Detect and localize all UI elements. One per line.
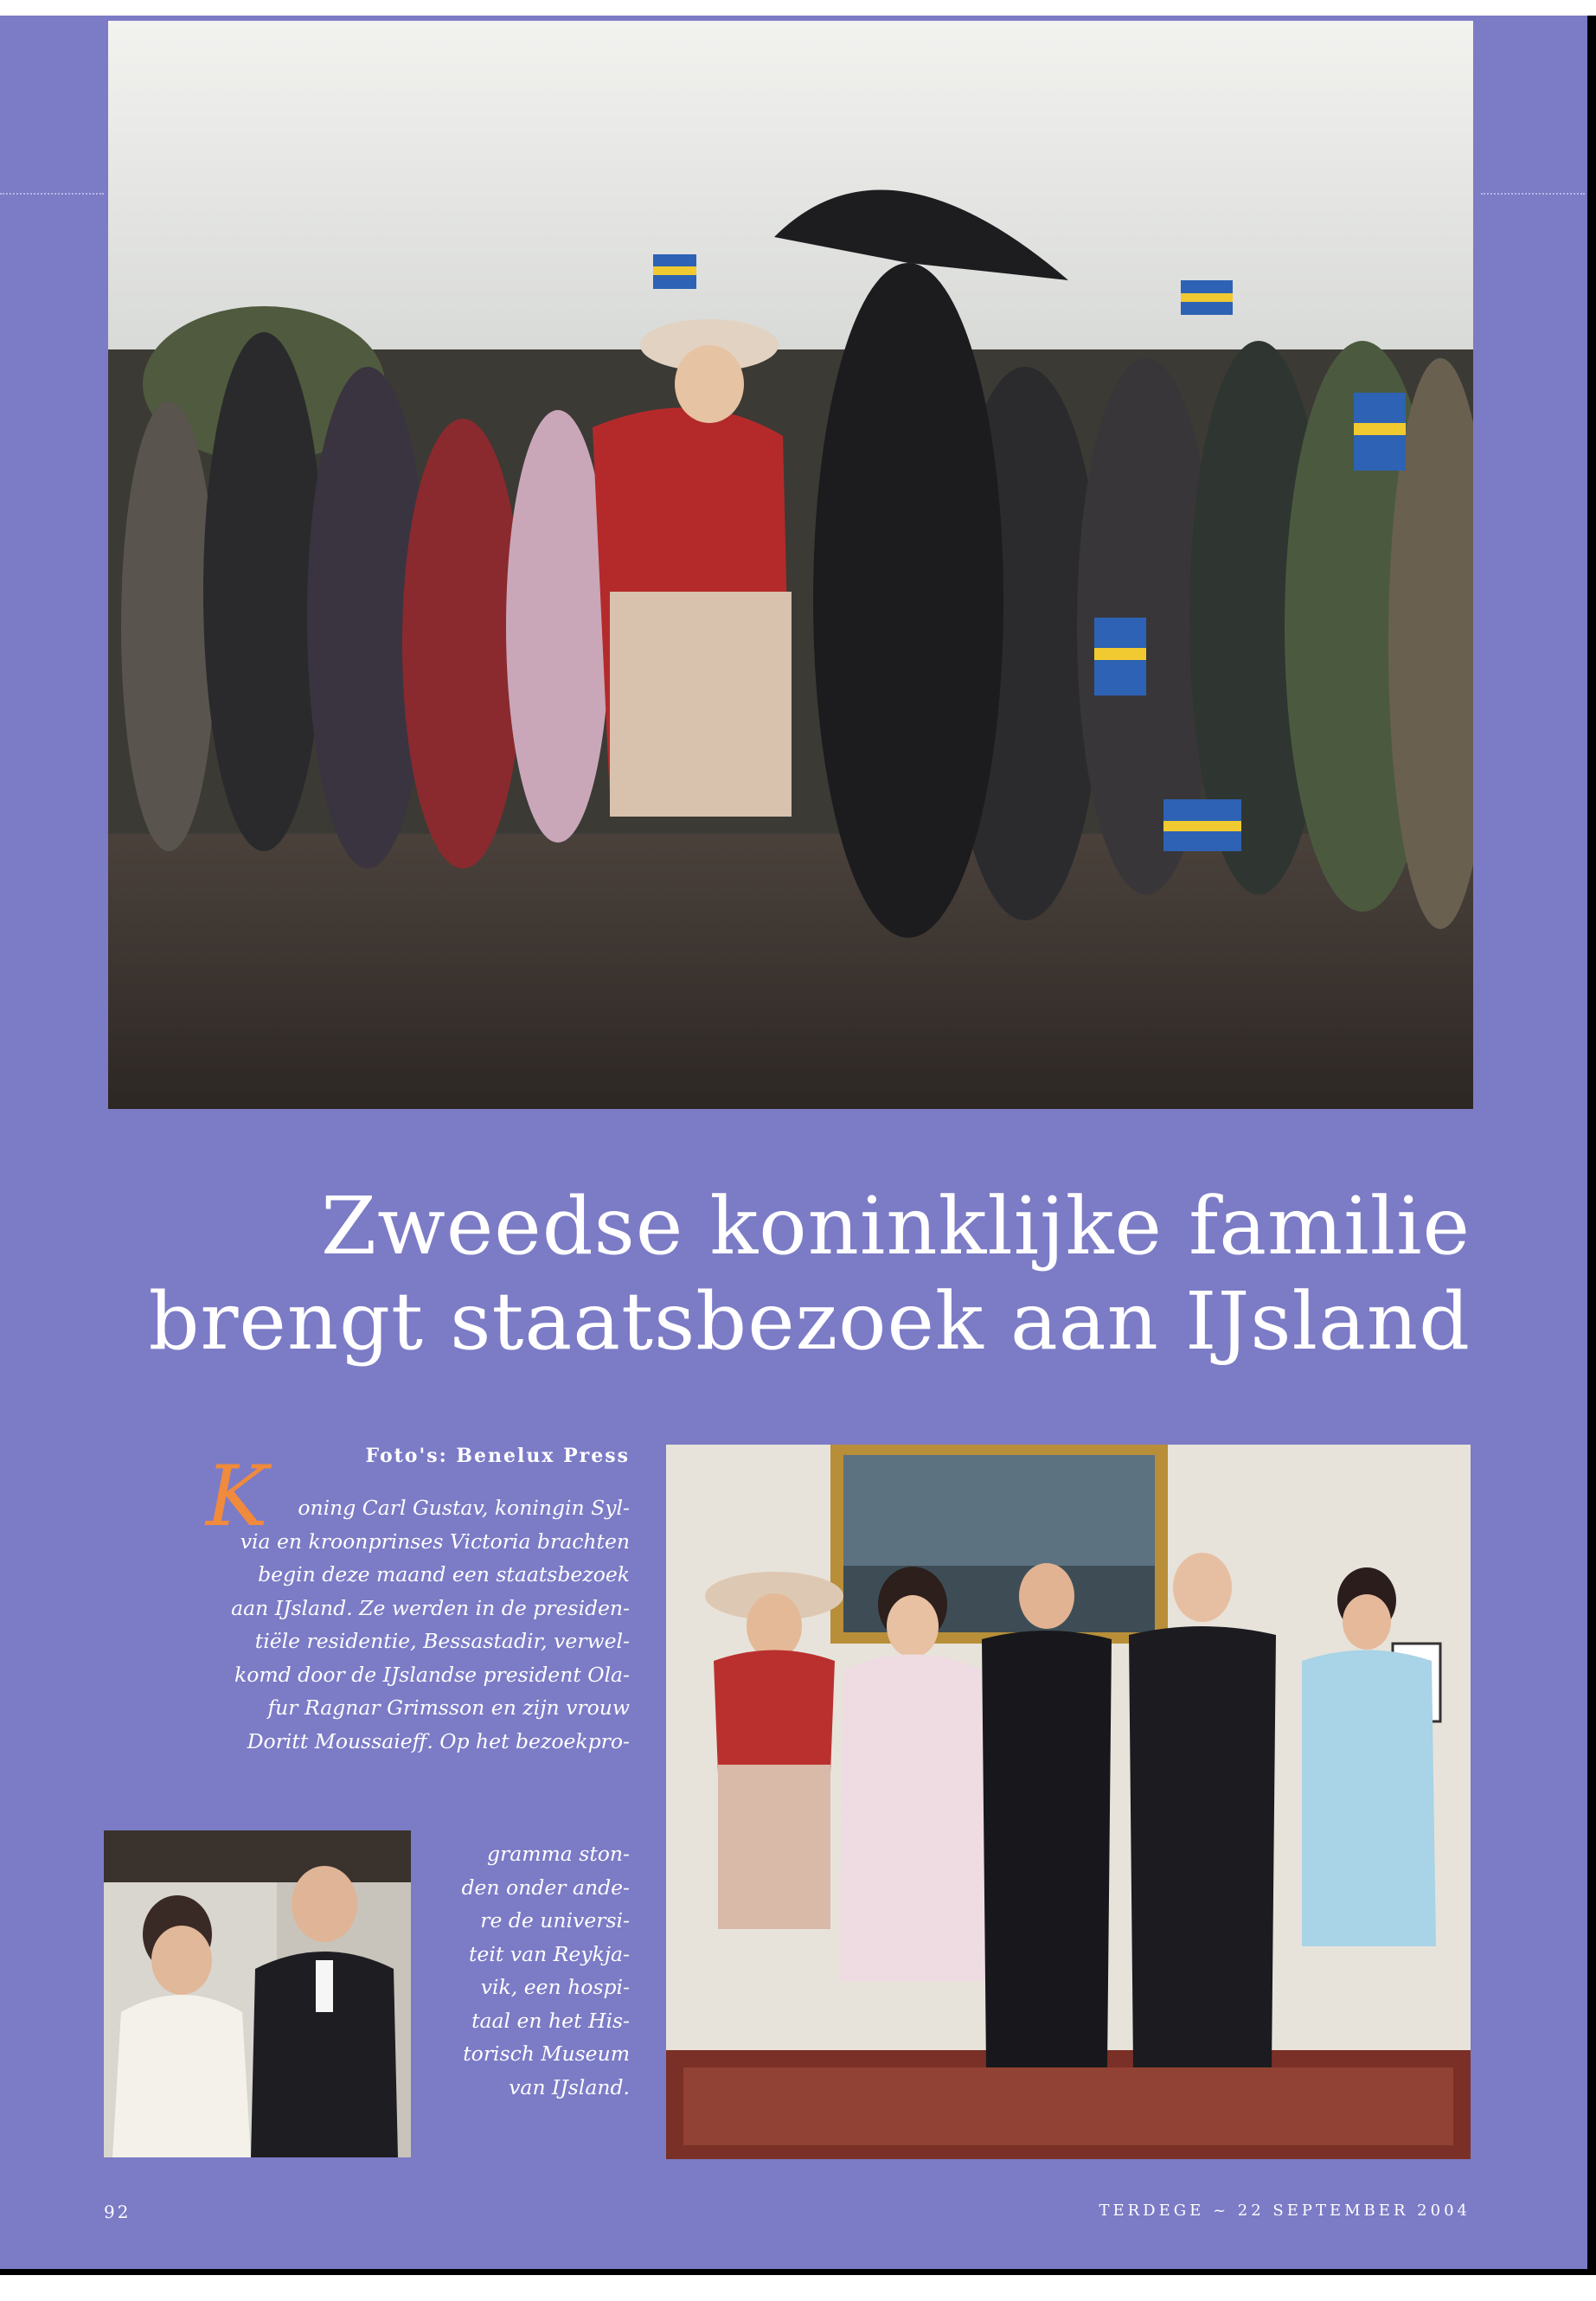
drop-cap: K <box>206 1448 268 1545</box>
headline-line-2: brengt staatsbezoek aan IJsland <box>148 1275 1471 1368</box>
body-line: gramma ston- <box>486 1842 630 1866</box>
main-photo-crowd-with-flags <box>108 21 1473 1109</box>
page-background <box>0 16 1587 2269</box>
left-divider-rule <box>0 193 104 195</box>
article-headline <box>130 1179 1471 1369</box>
body-line: Doritt Moussaieff. Op het bezoekpro- <box>247 1728 630 1753</box>
body-text-narrow-column <box>415 1837 630 2104</box>
right-divider-rule <box>1481 193 1585 195</box>
body-line: fur Ragnar Grimsson en zijn vrouw <box>267 1695 630 1720</box>
body-line: teit van Reykja- <box>468 1941 630 1966</box>
group-photo-royals-and-president <box>666 1445 1471 2159</box>
body-line: vik, een hospi- <box>480 1975 630 1999</box>
small-photo-king-and-queen <box>104 1830 411 2157</box>
page-number: 92 <box>104 2202 131 2222</box>
photo-credit: Foto's: Benelux Press <box>365 1445 630 1467</box>
body-line: den onder ande- <box>461 1875 630 1900</box>
body-line: re de universi- <box>480 1908 630 1932</box>
body-line: van IJsland. <box>509 2074 630 2099</box>
body-line: oning Carl Gustav, koningin Syl- <box>298 1496 630 1520</box>
headline-line-1: Zweedse koninklijke familie <box>321 1180 1471 1272</box>
body-line: via en kroonprinses Victoria brachten <box>240 1529 630 1554</box>
body-line: begin deze maand een staatsbezoek <box>258 1562 630 1586</box>
body-text-wide-column <box>173 1491 630 1758</box>
body-line: aan IJsland. Ze werden in de presiden- <box>231 1595 630 1620</box>
body-line: komd door de IJslandse president Ola- <box>234 1662 630 1687</box>
body-line: torisch Museum <box>463 2041 630 2066</box>
magazine-issue-footer: TERDEGE ~ 22 SEPTEMBER 2004 <box>1099 2202 1471 2220</box>
magazine-page <box>0 16 1596 2275</box>
body-line: tiële residentie, Bessastadir, verwel- <box>254 1629 630 1653</box>
body-line: taal en het His- <box>471 2008 630 2033</box>
